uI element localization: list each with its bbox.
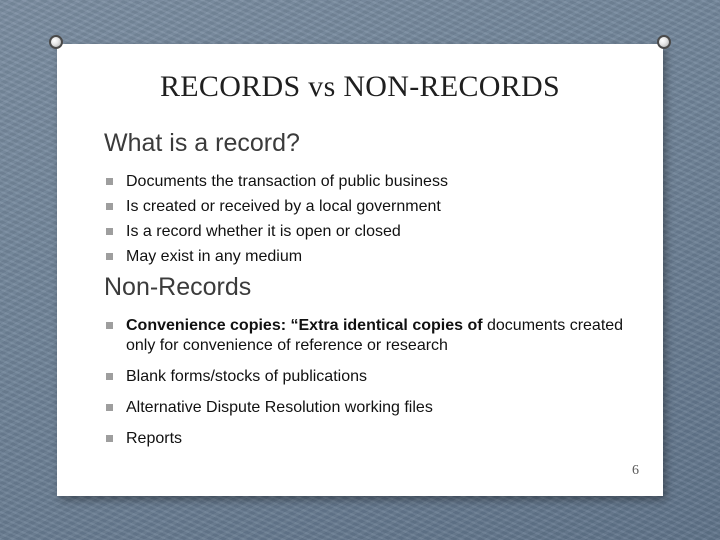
bullet-square-icon [106, 253, 113, 260]
bullet-square-icon [106, 203, 113, 210]
non-records-bullet-list [104, 316, 644, 449]
list-item-text: Blank forms/stocks of publications [126, 368, 367, 385]
list-item [104, 367, 644, 387]
pin-icon [49, 35, 63, 49]
list-item [104, 247, 644, 267]
bullet-square-icon [106, 322, 113, 329]
bullet-square-icon [106, 373, 113, 380]
list-item-text: Alternative Dispute Resolution working files [126, 399, 433, 416]
list-item-text: documents created only for convenience of reference or research [126, 317, 624, 354]
list-item [104, 316, 644, 356]
list-item [104, 398, 644, 418]
list-item-bold-text: Convenience copies: “Extra identical copies of [126, 317, 483, 334]
list-item [104, 197, 644, 217]
list-item-text: Reports [126, 430, 183, 447]
bullet-square-icon [106, 228, 113, 235]
slide-title: RECORDS vs NON-RECORDS [160, 70, 560, 103]
list-item [104, 172, 644, 192]
section-heading-records: What is a record? [104, 129, 300, 157]
section-heading-non-records: Non-Records [104, 273, 252, 301]
page-number: 6 [632, 463, 639, 478]
list-item-text: Documents the transaction of public business [126, 173, 448, 190]
list-item [104, 222, 644, 242]
bullet-square-icon [106, 435, 113, 442]
pin-icon [657, 35, 671, 49]
bullet-square-icon [106, 404, 113, 411]
list-item-text: May exist in any medium [126, 248, 303, 265]
list-item [104, 429, 644, 449]
bullet-square-icon [106, 178, 113, 185]
list-item-text: Is created or received by a local government [126, 198, 441, 215]
records-bullet-list [104, 172, 644, 267]
slide [57, 44, 663, 496]
list-item-text: Is a record whether it is open or closed [126, 223, 401, 240]
